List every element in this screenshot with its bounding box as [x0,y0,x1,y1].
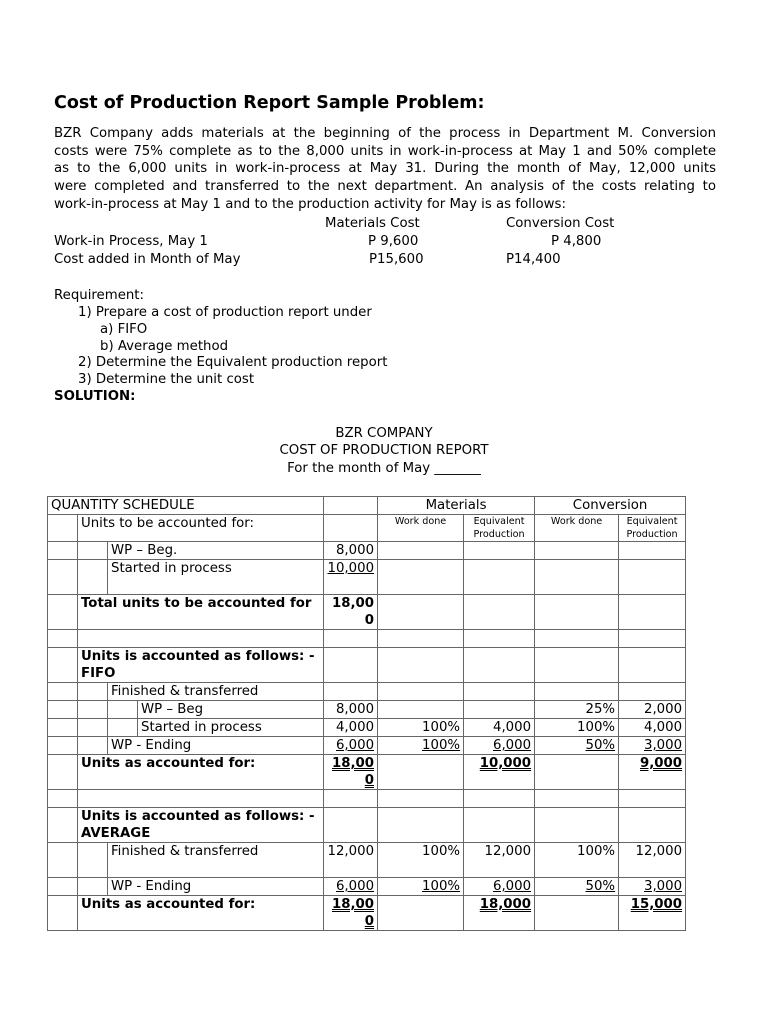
report-name: COST OF PRODUCTION REPORT [279,443,489,458]
cost-row-conversion: P 4,800 [551,234,602,249]
finished-transferred-label: Finished & transferred [108,683,324,701]
cost-row-label: Cost added in Month of May [54,252,241,267]
requirement-item: 1) Prepare a cost of production report under [78,305,372,320]
work-done-header: Work done [378,515,464,542]
requirement-item: 3) Determine the unit cost [78,372,255,387]
fifo-wp-end-mat-eq: 6,000 [464,737,535,755]
total-units-label: Total units to be accounted for [78,595,324,630]
equivalent-production-header: Equivalent Production [619,515,686,542]
fifo-started-conv-pct: 100% [535,719,619,737]
conversion-header: Conversion [535,497,686,515]
avg-wp-end-mat-eq: 6,000 [464,878,535,896]
started-label: Started in process [108,560,324,595]
materials-cost-header: Materials Cost [325,216,420,231]
avg-finished-conv-pct: 100% [535,843,619,878]
fifo-wp-beg-label: WP – Beg [138,701,324,719]
materials-header: Materials [378,497,535,515]
problem-line: work-in-process at May 1 and to the production activity for May is as follows: [54,196,566,212]
cost-row-materials: P 9,600 [368,234,419,249]
avg-finished-units: 12,000 [324,843,378,878]
avg-finished-mat-pct: 100% [378,843,464,878]
fifo-wp-end-conv-pct: 50% [535,737,619,755]
requirement-subitem: a) FIFO [100,322,148,337]
cost-row-label: Work-in Process, May 1 [54,234,208,249]
problem-line: were completed and transferred to the next department. An analysis of the costs relating to [54,179,716,195]
problem-paragraph [54,125,716,214]
avg-finished-mat-eq: 12,000 [464,843,535,878]
avg-total-units: 18,000 [324,896,378,931]
problem-line: costs were 75% complete as to the 8,000 units in work-in-process at May 1 and 50% complete [54,143,716,159]
fifo-wp-beg-conv-pct: 25% [535,701,619,719]
quantity-schedule-table [47,496,686,931]
equivalent-production-header: Equivalent Production [464,515,535,542]
avg-wp-end-mat-pct: 100% [378,878,464,896]
requirement-item: 2) Determine the Equivalent production report [78,355,388,370]
wp-beg-units: 8,000 [324,542,378,560]
fifo-wp-beg-conv-eq: 2,000 [619,701,686,719]
fifo-started-conv-eq: 4,000 [619,719,686,737]
wp-beg-label: WP – Beg. [108,542,324,560]
page-title: Cost of Production Report Sample Problem: [54,93,485,113]
fifo-heading: Units is accounted as follows: - FIFO [78,648,324,683]
avg-total-mat-eq: 18,000 [464,896,535,931]
fifo-started-units: 4,000 [324,719,378,737]
problem-line: as to the 6,000 units in work-in-process at May 31. During the month of May, 12,000 units [54,161,716,177]
avg-total-label: Units as accounted for: [78,896,324,931]
avg-wp-end-units: 6,000 [324,878,378,896]
cost-row-conversion: P14,400 [506,252,561,267]
avg-wp-end-conv-pct: 50% [535,878,619,896]
to-be-accounted-label: Units to be accounted for: [78,515,324,542]
average-heading: Units is accounted as follows: - AVERAGE [78,808,324,843]
fifo-started-mat-eq: 4,000 [464,719,535,737]
avg-total-conv-eq: 15,000 [619,896,686,931]
started-units: 10,000 [324,560,378,595]
fifo-wp-end-units: 6,000 [324,737,378,755]
avg-finished-label: Finished & transferred [108,843,324,878]
fifo-total-mat-eq: 10,000 [464,755,535,790]
report-period: For the month of May _______ [287,461,481,476]
requirement-heading: Requirement: [54,288,144,303]
solution-label: SOLUTION: [54,389,136,404]
fifo-started-mat-pct: 100% [378,719,464,737]
fifo-total-units: 18,000 [324,755,378,790]
fifo-total-label: Units as accounted for: [78,755,324,790]
fifo-started-label: Started in process [138,719,324,737]
work-done-header: Work done [535,515,619,542]
problem-line: BZR Company adds materials at the beginning of the process in Department M. Conversion [54,126,716,141]
schedule-title: QUANTITY SCHEDULE [48,497,324,515]
company-name: BZR COMPANY [335,426,433,441]
fifo-wp-end-conv-eq: 3,000 [619,737,686,755]
fifo-wp-end-mat-pct: 100% [378,737,464,755]
total-units: 18,000 [324,595,378,630]
avg-finished-conv-eq: 12,000 [619,843,686,878]
conversion-cost-header: Conversion Cost [506,216,615,231]
avg-wp-end-conv-eq: 3,000 [619,878,686,896]
avg-wp-end-label: WP - Ending [108,878,324,896]
fifo-total-conv-eq: 9,000 [619,755,686,790]
fifo-wp-end-label: WP - Ending [108,737,324,755]
fifo-wp-beg-units: 8,000 [324,701,378,719]
requirement-subitem: b) Average method [100,339,229,354]
cost-row-materials: P15,600 [369,252,424,267]
